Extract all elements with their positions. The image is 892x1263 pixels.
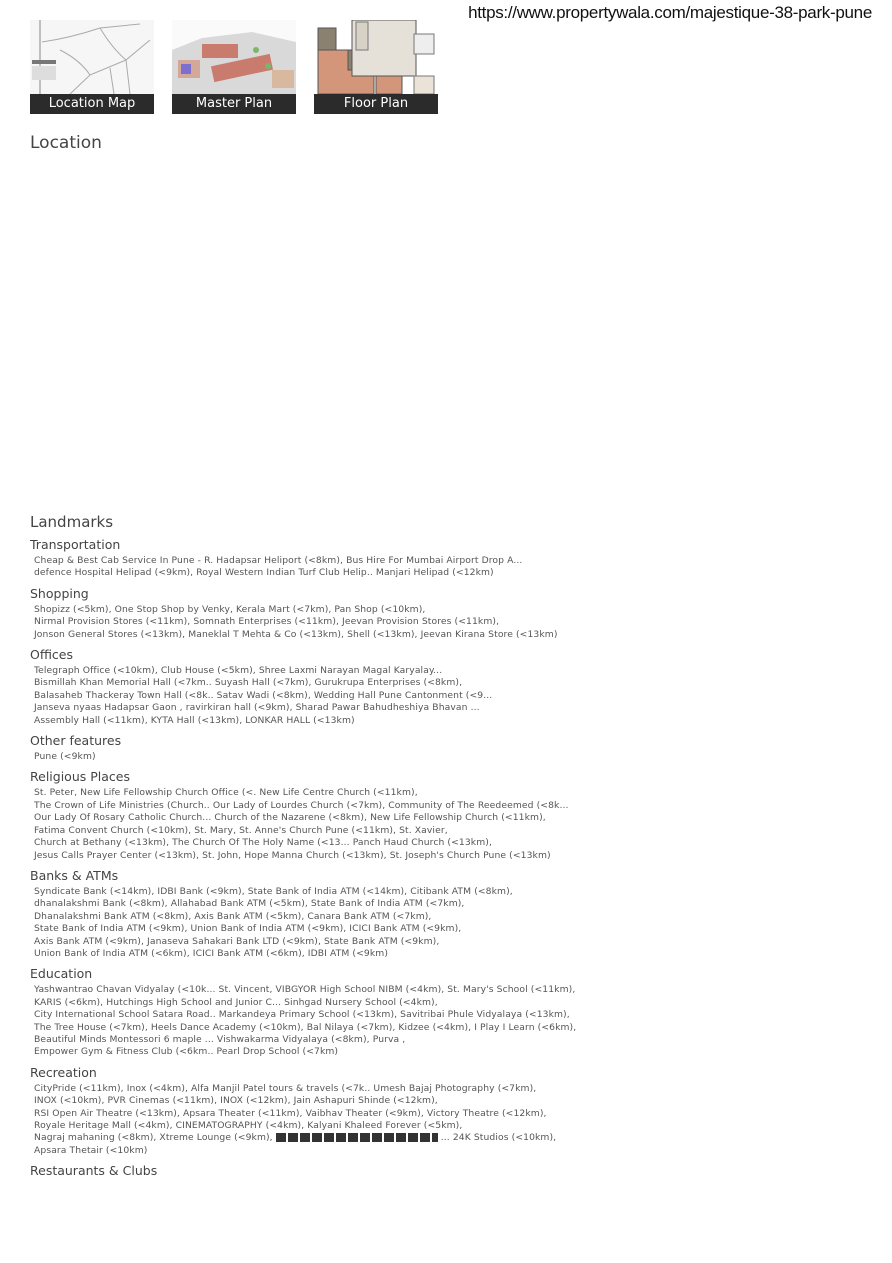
category-title: Shopping: [30, 585, 89, 601]
category-title: Other features: [30, 733, 122, 749]
landmark-text: ... 24K Studios (<10km),: [437, 1132, 557, 1144]
landmark-line: Assembly Hall (<11km), KYTA Hall (<13km), LONKAR HALL (<13km): [34, 714, 355, 726]
landmarks-section: [30, 513, 630, 1182]
landmark-text: Nagraj mahaning (<8km), Xtreme Lounge (<9km),: [34, 1132, 276, 1144]
category-recreation: [30, 1065, 630, 1157]
floor-plan-thumbnail[interactable]: [314, 20, 438, 114]
thumbnail-label: Floor Plan: [314, 94, 438, 114]
landmark-line: Royale Heritage Mall (<4km), CINEMATOGRAPHY (<4km), Kalyani Khaleed Forever (<5km),: [34, 1120, 463, 1131]
landmark-line: RSI Open Air Theatre (<13km), Apsara Theater (<11km), Vaibhav Theater (<9km), Victory Theatre (<12km),: [34, 1107, 547, 1119]
landmarks-heading: Landmarks: [30, 513, 114, 531]
landmark-line: INOX (<10km), PVR Cinemas (<11km), INOX (<12km), Jain Ashapuri Shinde (<12km),: [34, 1095, 438, 1107]
landmark-line: Fatima Convent Church (<10km), St. Mary, St. Anne's Church Pune (<11km), St. Xavier,: [34, 824, 448, 836]
landmark-line: Nirmal Provision Stores (<11km), Somnath Enterprises (<11km), Jeevan Provision Stores (<11km),: [34, 616, 500, 628]
landmark-line: State Bank of India ATM (<9km), Union Bank of India ATM (<9km), ICICI Bank ATM (<9km),: [34, 923, 462, 935]
landmark-line: Janseva nyaas Hadapsar Gaon , ravirkiran hall (<9km), Sharad Pawar Bahudheshiya Bhavan ...: [34, 702, 480, 714]
category-transportation: [30, 537, 630, 580]
location-map-thumbnail[interactable]: [30, 20, 154, 114]
landmark-line: Union Bank of India ATM (<6km), ICICI Bank ATM (<6km), IDBI ATM (<9km): [34, 947, 389, 959]
location-heading: Location: [30, 133, 102, 153]
landmark-line: Pune (<9km): [34, 751, 96, 763]
landmark-line: Jesus Calls Prayer Center (<13km), St. John, Hope Manna Church (<13km), St. Joseph's Church Pune (<13km): [34, 849, 551, 861]
category-shopping: [30, 586, 630, 641]
landmark-line: St. Peter, New Life Fellowship Church Office (<. New Life Centre Church (<11km),: [34, 787, 418, 799]
landmark-line: Shopizz (<5km), One Stop Shop by Venky, Kerala Mart (<7km), Pan Shop (<10km),: [34, 603, 426, 615]
landmark-line: Beautiful Minds Montessori 6 maple ... Vishwakarma Vidyalaya (<8km), Purva ,: [34, 1033, 406, 1045]
landmark-line: defence Hospital Helipad (<9km), Royal Western Indian Turf Club Helip.. Manjari Helipad (<12km): [34, 567, 494, 579]
landmark-line: [34, 1132, 630, 1144]
master-plan-thumbnail[interactable]: [172, 20, 296, 114]
landmark-line: Telegraph Office (<10km), Club House (<5km), Shree Laxmi Narayan Magal Karyalay...: [34, 665, 443, 677]
landmark-line: Axis Bank ATM (<9km), Janaseva Sahakari Bank LTD (<9km), State Bank ATM (<9km),: [34, 935, 440, 947]
category-restaurants-clubs: [30, 1163, 630, 1178]
category-title: Education: [30, 966, 93, 982]
media-thumbnails: [30, 20, 438, 114]
thumbnail-label: Location Map: [30, 94, 154, 114]
landmark-line: Jonson General Stores (<13km), Maneklal T Mehta & Co (<13km), Shell (<13km), Jeevan Kirana Store (<13km): [34, 628, 558, 640]
category-title: Recreation: [30, 1064, 97, 1080]
category-title: Religious Places: [30, 769, 130, 785]
landmark-line: City International School Satara Road.. Markandeya Primary School (<13km), Savitribai Phule Vidyalaya (<13km),: [34, 1009, 570, 1021]
landmark-line: dhanalakshmi Bank (<8km), Allahabad Bank ATM (<5km), State Bank of India ATM (<7km),: [34, 898, 465, 910]
page-url: https://www.propertywala.com/majestique-38-park-pune: [468, 3, 872, 22]
category-title: Banks & ATMs: [30, 867, 119, 883]
landmark-line: Our Lady Of Rosary Catholic Church... Church of the Nazarene (<8km), New Life Fellowship Church (<11km),: [34, 812, 546, 824]
landmark-line: Dhanalakshmi Bank ATM (<8km), Axis Bank ATM (<5km), Canara Bank ATM (<7km),: [34, 910, 432, 922]
landmark-line: Yashwantrao Chavan Vidyalay (<10k... St. Vincent, VIBGYOR High School NIBM (<4km), St. Mary's School (<11km),: [34, 984, 576, 996]
category-religious-places: [30, 769, 630, 861]
location-map-area: [30, 160, 860, 500]
category-education: [30, 966, 630, 1058]
category-title: Restaurants & Clubs: [30, 1163, 158, 1179]
thumbnail-label: Master Plan: [172, 94, 296, 114]
floor-plan-thumbnail-icon: [314, 20, 438, 94]
landmark-line: Church at Bethany (<13km), The Church Of The Holy Name (<13... Panch Haud Church (<13km),: [34, 837, 492, 849]
master-plan-thumbnail-icon: [172, 20, 296, 94]
landmark-line: Empower Gym & Fitness Club (<6km.. Pearl Drop School (<7km): [34, 1046, 339, 1058]
category-title: Transportation: [30, 537, 121, 552]
redacted-text-block: [276, 1133, 438, 1142]
category-title: Offices: [30, 647, 73, 663]
landmark-line: KARIS (<6km), Hutchings High School and Junior C... Sinhgad Nursery School (<4km),: [34, 996, 438, 1008]
landmark-line: Bismillah Khan Memorial Hall (<7km.. Suyash Hall (<7km), Gurukrupa Enterprises (<8km),: [34, 677, 463, 689]
category-other-features: [30, 733, 630, 763]
landmark-line: Balasaheb Thackeray Town Hall (<8k.. Satav Wadi (<8km), Wedding Hall Pune Cantonment (<9...: [34, 689, 493, 701]
landmark-line: Apsara Thetair (<10km): [34, 1144, 148, 1156]
map-thumbnail-icon: [30, 20, 154, 94]
landmark-line: CityPride (<11km), Inox (<4km), Alfa Manjil Patel tours & travels (<7k.. Umesh Bajaj Photography (<7km),: [34, 1082, 537, 1094]
landmark-line: The Crown of Life Ministries (Church.. Our Lady of Lourdes Church (<7km), Community of The Reedeemed (<8k...: [34, 799, 569, 811]
landmark-line: Cheap & Best Cab Service In Pune - R. Hadapsar Heliport (<8km), Bus Hire For Mumbai Airport Drop A...: [34, 555, 523, 566]
category-offices: [30, 647, 630, 727]
landmark-line: Syndicate Bank (<14km), IDBI Bank (<9km), State Bank of India ATM (<14km), Citibank ATM (<8km),: [34, 885, 513, 897]
category-banks-atms: [30, 868, 630, 960]
landmark-line: The Tree House (<7km), Heels Dance Academy (<10km), Bal Nilaya (<7km), Kidzee (<4km), I Play I Learn (<6km),: [34, 1021, 577, 1033]
